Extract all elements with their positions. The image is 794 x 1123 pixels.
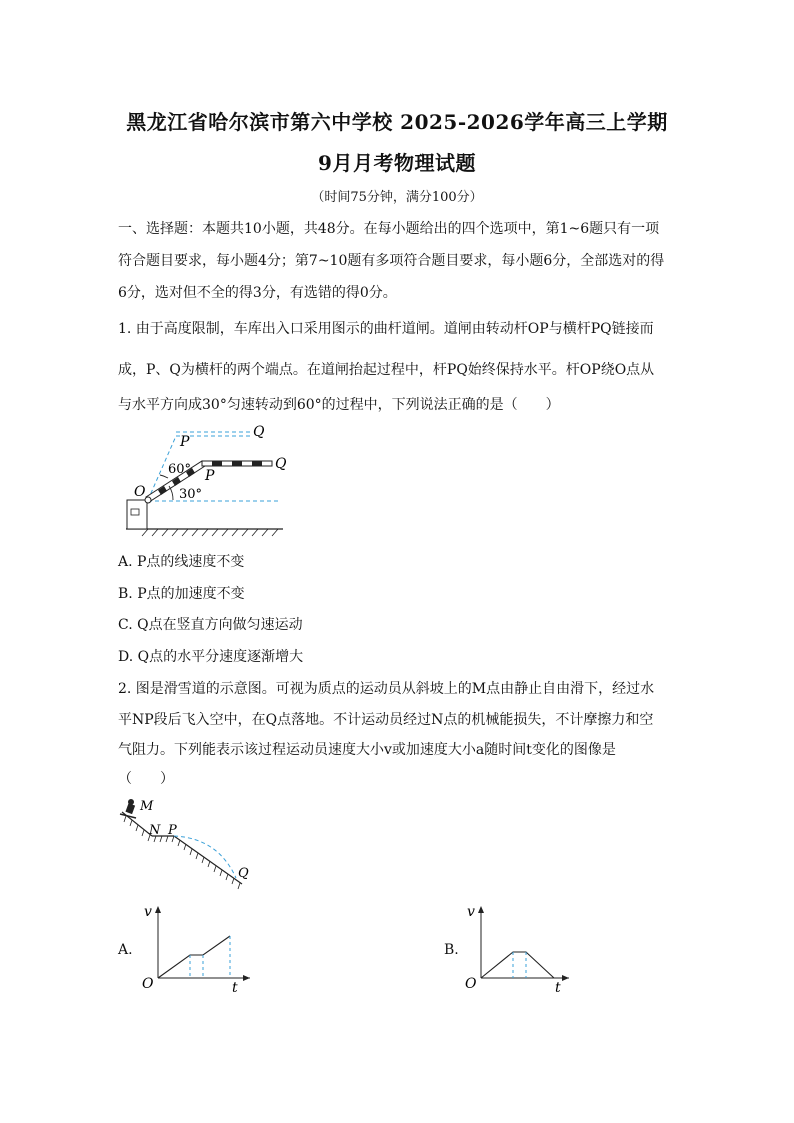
q2-label-Q: Q bbox=[238, 866, 249, 881]
q2-option-b-label: B. bbox=[444, 942, 459, 958]
section-instructions-line: 6分，选对但不全的得3分，有选错的得0分。 bbox=[118, 285, 397, 301]
q2-graph-a-xlabel: t bbox=[232, 980, 238, 995]
q2-graph-b bbox=[461, 900, 581, 995]
q2-stem-line: 2. 图是滑雪道的示意图。可视为质点的运动员从斜坡上的M点由静止自由滑下，经过水 bbox=[118, 681, 655, 697]
q2-label-M: M bbox=[140, 799, 154, 814]
q1-option-a: A. P点的线速度不变 bbox=[118, 554, 245, 570]
q2-graph-a-ylabel: v bbox=[144, 904, 152, 920]
q2-graph-b-origin: O bbox=[465, 976, 477, 992]
q2-graph-b-ylabel: v bbox=[467, 904, 475, 920]
q1-stem-line: 成，P、Q为横杆的两个端点。在道闸抬起过程中，杆PQ始终保持水平。杆OP绕O点从 bbox=[118, 362, 655, 378]
q1-label-P-lower: P bbox=[205, 468, 215, 484]
q1-option-b: B. P点的加速度不变 bbox=[118, 586, 245, 602]
q1-option-d: D. Q点的水平分速度逐渐增大 bbox=[118, 649, 304, 665]
q2-slope-figure bbox=[118, 796, 258, 892]
q2-stem-line: 气阻力。下列能表示该过程运动员速度大小v或加速度大小a随时间t变化的图像是 bbox=[118, 742, 616, 758]
q1-stem-line: 1. 由于高度限制，车库出入口采用图示的曲杆道闸。道闸由转动杆OP与横杆PQ链接而 bbox=[118, 321, 654, 337]
exam-time-info: （时间75分钟，满分100分） bbox=[311, 190, 483, 205]
q2-stem-line: 平NP段后飞入空中，在Q点落地。不计运动员经过N点的机械能损失，不计摩擦力和空 bbox=[118, 712, 654, 728]
q1-option-c: C. Q点在竖直方向做匀速运动 bbox=[118, 617, 303, 633]
section-instructions-line: 符合题目要求，每小题4分；第7~10题有多项符合题目要求，每小题6分，全部选对的得 bbox=[118, 253, 665, 269]
q1-label-O: O bbox=[134, 484, 146, 500]
q1-label-P-upper: P bbox=[180, 434, 190, 450]
q2-option-a-label: A. bbox=[118, 942, 133, 958]
q2-stem-line: （ ） bbox=[118, 771, 174, 787]
q1-label-Q-lower: Q bbox=[275, 456, 287, 472]
page-title-line2: 9月月考物理试题 bbox=[318, 151, 476, 175]
q1-gate-figure bbox=[118, 418, 293, 538]
q2-graph-a bbox=[138, 900, 258, 995]
q2-label-N: N bbox=[149, 823, 161, 838]
q1-label-angle60: 60° bbox=[168, 462, 192, 477]
page-title-line1: 黑龙江省哈尔滨市第六中学校 2025-2026学年高三上学期 bbox=[126, 110, 668, 134]
q1-label-Q-upper: Q bbox=[253, 424, 265, 440]
section-instructions-line: 一、选择题：本题共10小题，共48分。在每小题给出的四个选项中，第1~6题只有一项 bbox=[118, 221, 660, 237]
q2-graph-a-origin: O bbox=[142, 976, 154, 992]
q2-label-P: P bbox=[168, 823, 177, 838]
q2-graph-b-xlabel: t bbox=[555, 980, 561, 995]
q1-stem-line: 与水平方向成30°匀速转动到60°的过程中，下列说法正确的是（ ） bbox=[118, 397, 560, 413]
q1-label-angle30: 30° bbox=[179, 487, 203, 502]
